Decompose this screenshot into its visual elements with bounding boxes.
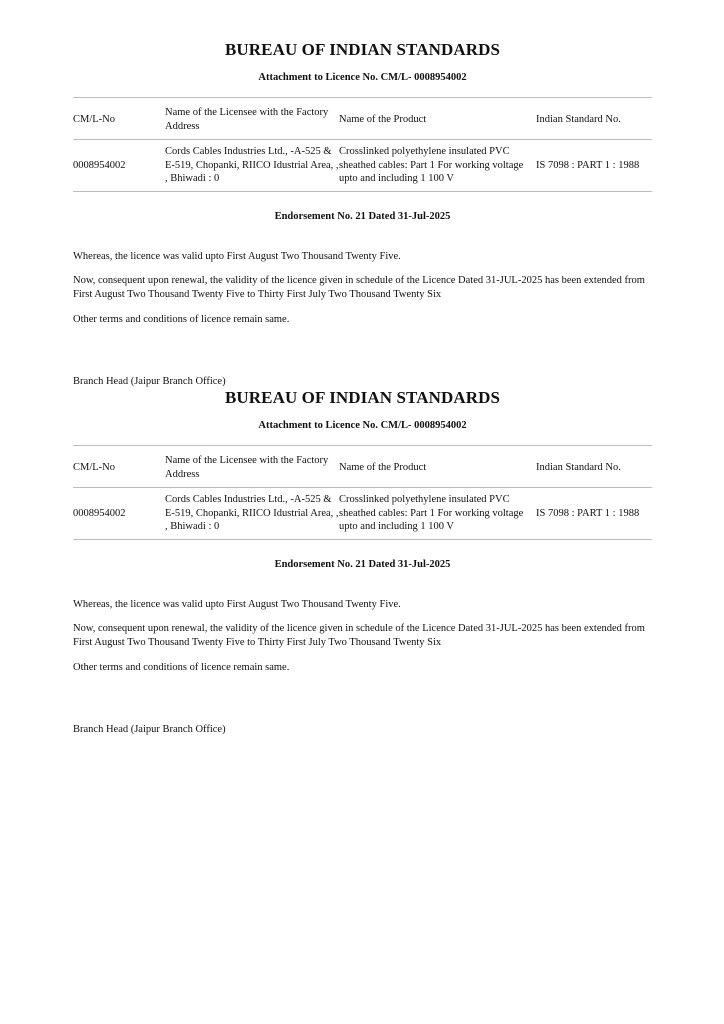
table-bottom-rule <box>73 191 652 192</box>
licence-attachment-1 <box>73 0 652 392</box>
cell-product: Crosslinked polyethylene insulated PVC sheathed cables: Part 1 For working voltage upto and including 1 100 V <box>339 494 524 532</box>
header-standard: Indian Standard No. <box>536 462 621 473</box>
paragraph-renewal: Now, consequent upon renewal, the validity of the licence given in schedule of the Licence Dated 31-JUL-2025 has been extended from First August Two Thousand Twenty Five to Thirty First July Two Thousand Twenty Six <box>73 275 645 300</box>
endorsement-heading: Endorsement No. 21 Dated 31-Jul-2025 <box>274 211 451 222</box>
paragraph-renewal: Now, consequent upon renewal, the validity of the licence given in schedule of the Licence Dated 31-JUL-2025 has been extended from First August Two Thousand Twenty Five to Thirty First July Two Thousand Twenty Six <box>73 623 645 648</box>
table-header-rule <box>73 139 652 140</box>
header-licensee: Name of the Licensee with the Factory Address <box>165 107 329 132</box>
header-licensee: Name of the Licensee with the Factory Address <box>165 455 329 480</box>
endorsement-heading: Endorsement No. 21 Dated 31-Jul-2025 <box>274 559 451 570</box>
table-top-rule <box>73 97 652 98</box>
header-standard: Indian Standard No. <box>536 114 621 125</box>
cell-product: Crosslinked polyethylene insulated PVC sheathed cables: Part 1 For working voltage upto and including 1 100 V <box>339 146 524 184</box>
cell-licensee: Cords Cables Industries Ltd., -A-525 & E-519, Chopanki, RIICO Idustrial Area, , , Bhiwadi : 0 <box>165 494 339 532</box>
paragraph-validity: Whereas, the licence was valid upto First August Two Thousand Twenty Five. <box>73 251 401 262</box>
signature-line: Branch Head (Jaipur Branch Office) <box>73 724 226 735</box>
cell-licensee: Cords Cables Industries Ltd., -A-525 & E-519, Chopanki, RIICO Idustrial Area, , , Bhiwadi : 0 <box>165 146 339 184</box>
table-top-rule <box>73 445 652 446</box>
table-bottom-rule <box>73 539 652 540</box>
attachment-subtitle: Attachment to Licence No. CM/L- 0008954002 <box>258 72 467 83</box>
page-title: BUREAU OF INDIAN STANDARDS <box>224 40 501 59</box>
cell-standard: IS 7098 : PART 1 : 1988 <box>536 508 640 519</box>
licence-attachment-2 <box>73 348 652 748</box>
header-cml-no: CM/L-No <box>73 462 115 473</box>
paragraph-terms: Other terms and conditions of licence remain same. <box>73 314 290 325</box>
cell-cml-no: 0008954002 <box>73 508 126 519</box>
table-header-rule <box>73 487 652 488</box>
attachment-subtitle: Attachment to Licence No. CM/L- 0008954002 <box>258 420 467 431</box>
page-title: BUREAU OF INDIAN STANDARDS <box>224 388 501 407</box>
cell-cml-no: 0008954002 <box>73 160 126 171</box>
signature-line: Branch Head (Jaipur Branch Office) <box>73 376 226 387</box>
paragraph-validity: Whereas, the licence was valid upto First August Two Thousand Twenty Five. <box>73 599 401 610</box>
header-product: Name of the Product <box>339 114 427 125</box>
paragraph-terms: Other terms and conditions of licence remain same. <box>73 662 290 673</box>
cell-standard: IS 7098 : PART 1 : 1988 <box>536 160 640 171</box>
header-cml-no: CM/L-No <box>73 114 115 125</box>
header-product: Name of the Product <box>339 462 427 473</box>
